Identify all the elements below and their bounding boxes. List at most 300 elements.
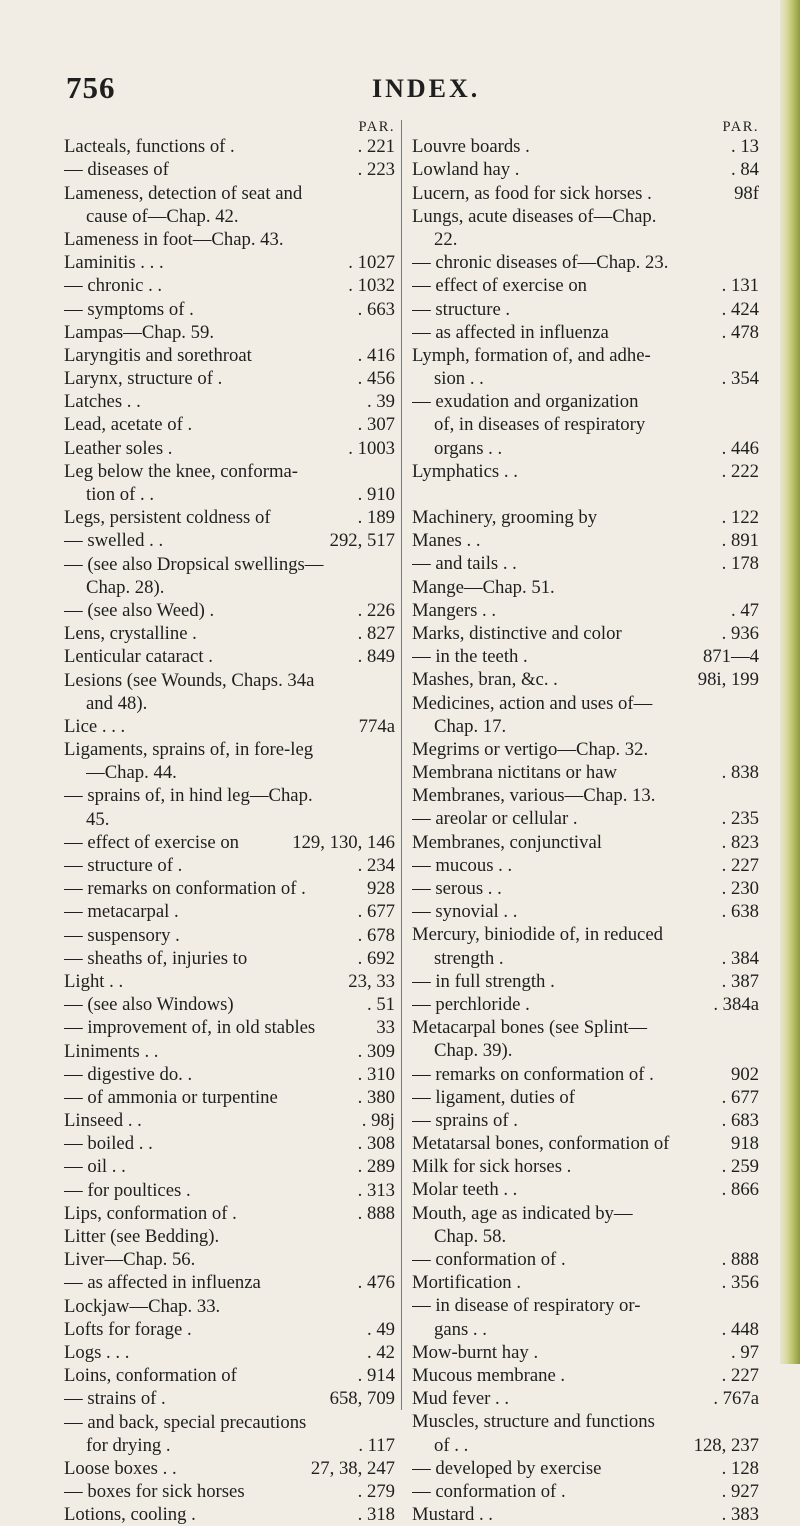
index-entry bbox=[64, 669, 395, 692]
index-entry bbox=[412, 437, 759, 460]
entry-paragraph-ref: 658, 709 bbox=[329, 1388, 395, 1410]
entry-text: of . . bbox=[434, 1434, 469, 1456]
entry-text: Lead, acetate of . bbox=[64, 414, 193, 436]
entry-paragraph-ref: 902 bbox=[730, 1063, 759, 1085]
entry-text: Loose boxes . . bbox=[64, 1457, 177, 1479]
entry-text: — for poultices . bbox=[64, 1179, 191, 1201]
entry-paragraph-ref: . 227 bbox=[721, 1364, 759, 1386]
entry-text: Leg below the knee, conforma- bbox=[64, 460, 299, 482]
index-entry bbox=[412, 692, 759, 715]
index-entry bbox=[64, 460, 395, 483]
entry-paragraph-ref: 928 bbox=[366, 878, 395, 900]
entry-paragraph-ref bbox=[753, 205, 759, 228]
entry-paragraph-ref: . 416 bbox=[357, 344, 395, 366]
index-entry bbox=[64, 182, 395, 205]
entry-text: — as affected in influenza bbox=[412, 321, 609, 343]
index-entry bbox=[64, 228, 395, 251]
index-entry bbox=[412, 367, 759, 390]
index-entry bbox=[64, 251, 395, 274]
entry-text: Laminitis . . . bbox=[64, 252, 164, 274]
index-entry bbox=[64, 1434, 395, 1457]
entry-paragraph-ref bbox=[753, 715, 759, 738]
index-entry bbox=[412, 135, 759, 158]
entry-paragraph-ref: . 936 bbox=[721, 622, 759, 644]
entry-text: — conformation of . bbox=[412, 1249, 566, 1270]
entry-text: sion . . bbox=[434, 368, 484, 390]
entry-text: for drying . bbox=[86, 1434, 171, 1456]
index-entry bbox=[412, 390, 759, 413]
page-edge-discoloration bbox=[780, 0, 800, 1364]
entry-paragraph-ref bbox=[753, 576, 759, 599]
entry-paragraph-ref: . 866 bbox=[721, 1179, 759, 1201]
index-entry bbox=[412, 923, 759, 946]
entry-paragraph-ref: . 222 bbox=[721, 460, 759, 482]
entry-paragraph-ref: . 663 bbox=[357, 298, 395, 320]
index-entry bbox=[412, 1457, 759, 1480]
entry-paragraph-ref: 98f bbox=[734, 182, 759, 204]
entry-paragraph-ref bbox=[753, 390, 759, 413]
index-entry bbox=[412, 900, 759, 923]
entry-text: Larynx, structure of . bbox=[64, 368, 223, 390]
entry-text: Lips, conformation of . bbox=[64, 1202, 237, 1224]
entry-paragraph-ref: . 823 bbox=[721, 831, 759, 853]
entry-paragraph-ref: . 1032 bbox=[348, 275, 395, 297]
entry-text: Linseed . . bbox=[64, 1110, 142, 1132]
entry-paragraph-ref: . 47 bbox=[730, 599, 759, 621]
entry-paragraph-ref: . 189 bbox=[357, 507, 395, 529]
entry-paragraph-ref: 23, 33 bbox=[348, 970, 395, 992]
index-entry bbox=[64, 390, 395, 413]
entry-text: — developed by exercise bbox=[412, 1457, 602, 1479]
entry-paragraph-ref: . 827 bbox=[357, 623, 395, 645]
index-entry bbox=[412, 576, 759, 599]
entry-paragraph-ref bbox=[753, 1016, 759, 1039]
entry-paragraph-ref: . 478 bbox=[721, 321, 759, 343]
entry-paragraph-ref bbox=[389, 553, 395, 576]
entry-paragraph-ref bbox=[389, 460, 395, 483]
entry-paragraph-ref: . 677 bbox=[721, 1086, 759, 1108]
index-entry bbox=[412, 622, 759, 645]
index-entry bbox=[64, 367, 395, 390]
entry-paragraph-ref bbox=[753, 413, 759, 436]
index-entry bbox=[412, 1155, 759, 1178]
entry-text: — sprains of . bbox=[412, 1109, 518, 1131]
index-entry bbox=[64, 1063, 395, 1086]
index-entry bbox=[64, 1364, 395, 1387]
entry-paragraph-ref: . 456 bbox=[357, 368, 395, 390]
entry-paragraph-ref bbox=[389, 808, 395, 831]
entry-paragraph-ref: . 117 bbox=[358, 1434, 395, 1456]
entry-paragraph-ref: . 131 bbox=[721, 275, 759, 297]
entry-text: — as affected in influenza bbox=[64, 1272, 261, 1294]
entry-paragraph-ref: . 692 bbox=[357, 947, 395, 969]
index-entry bbox=[412, 1063, 759, 1086]
index-entry bbox=[412, 807, 759, 830]
index-entry bbox=[64, 692, 395, 715]
entry-paragraph-ref: . 39 bbox=[366, 391, 395, 413]
index-entry bbox=[412, 784, 759, 807]
entry-text: Mow-burnt hay . bbox=[412, 1341, 539, 1363]
entry-text: Medicines, action and uses of— bbox=[412, 692, 653, 714]
index-entry bbox=[64, 1132, 395, 1155]
index-entry bbox=[64, 622, 395, 645]
index-entry bbox=[412, 158, 759, 181]
entry-paragraph-ref: . 307 bbox=[357, 414, 395, 436]
entry-paragraph-ref bbox=[753, 1294, 759, 1317]
entry-paragraph-ref: . 310 bbox=[357, 1063, 395, 1085]
entry-paragraph-ref: . 234 bbox=[357, 855, 395, 876]
entry-text: — in full strength . bbox=[412, 970, 555, 992]
entry-paragraph-ref: . 678 bbox=[357, 924, 395, 946]
entry-paragraph-ref: . 354 bbox=[721, 368, 759, 390]
entry-text: — structure of . bbox=[64, 855, 183, 876]
page-header bbox=[0, 70, 800, 110]
entry-text: Mouth, age as indicated by— bbox=[412, 1202, 633, 1224]
entry-paragraph-ref: . 448 bbox=[721, 1318, 759, 1340]
entry-text: Ligaments, sprains of, in fore-leg bbox=[64, 739, 314, 761]
entry-paragraph-ref: . 927 bbox=[721, 1480, 759, 1502]
index-entry bbox=[64, 599, 395, 622]
entry-paragraph-ref: . 49 bbox=[366, 1318, 395, 1340]
entry-text: — chronic . . bbox=[64, 275, 163, 297]
entry-text: Litter (see Bedding). bbox=[64, 1226, 220, 1247]
running-head: INDEX. bbox=[372, 74, 481, 103]
entry-paragraph-ref: 918 bbox=[730, 1133, 759, 1155]
index-entry bbox=[412, 552, 759, 575]
entry-text: — (see also Weed) . bbox=[64, 599, 215, 621]
entry-paragraph-ref: . 235 bbox=[721, 808, 759, 830]
index-entry bbox=[412, 831, 759, 854]
entry-text: — diseases of bbox=[64, 159, 169, 181]
entry-paragraph-ref: . 178 bbox=[721, 553, 759, 575]
index-entry bbox=[412, 1294, 759, 1317]
entry-text: Metatarsal bones, conformation of bbox=[412, 1133, 670, 1155]
entry-paragraph-ref bbox=[753, 228, 759, 251]
entry-text: Membrana nictitans or haw bbox=[412, 762, 617, 784]
entry-text: Molar teeth . . bbox=[412, 1179, 518, 1201]
index-entry bbox=[64, 344, 395, 367]
entry-text: gans . . bbox=[434, 1318, 487, 1340]
index-entry bbox=[64, 970, 395, 993]
entry-text: Lofts for forage . bbox=[64, 1318, 192, 1340]
entry-text: and 48). bbox=[86, 692, 148, 714]
entry-paragraph-ref: 27, 38, 247 bbox=[310, 1457, 395, 1479]
index-entry bbox=[64, 437, 395, 460]
entry-paragraph-ref bbox=[389, 205, 395, 228]
entry-paragraph-ref bbox=[389, 228, 395, 251]
entry-text: Megrims or vertigo—Chap. 32. bbox=[412, 738, 649, 760]
section-gap bbox=[412, 483, 759, 506]
entry-text: — in disease of respiratory or- bbox=[412, 1295, 641, 1317]
entry-paragraph-ref bbox=[389, 1225, 395, 1248]
entry-paragraph-ref bbox=[753, 1410, 759, 1433]
entry-paragraph-ref: . 221 bbox=[357, 136, 395, 158]
entry-text: Leather soles . bbox=[64, 437, 173, 459]
index-entry bbox=[64, 761, 395, 784]
entry-text: Lymph, formation of, and adhe- bbox=[412, 344, 651, 366]
entry-text: — serous . . bbox=[412, 878, 502, 899]
entry-paragraph-ref bbox=[753, 1225, 759, 1248]
entry-paragraph-ref: . 838 bbox=[721, 762, 759, 784]
entry-paragraph-ref bbox=[753, 923, 759, 946]
entry-text: — oil . . bbox=[64, 1156, 126, 1178]
index-entry bbox=[412, 947, 759, 970]
entry-text: Milk for sick horses . bbox=[412, 1156, 572, 1178]
entry-paragraph-ref: . 446 bbox=[721, 437, 759, 459]
entry-text: strength . bbox=[434, 947, 504, 969]
entry-paragraph-ref: 292, 517 bbox=[329, 530, 395, 552]
entry-text: Lameness, detection of seat and bbox=[64, 182, 303, 204]
index-entry bbox=[412, 182, 759, 205]
entry-text: — sheaths of, injuries to bbox=[64, 947, 248, 969]
entry-paragraph-ref: . 683 bbox=[721, 1109, 759, 1131]
entry-text: 22. bbox=[434, 228, 458, 250]
entry-text: cause of—Chap. 42. bbox=[86, 205, 239, 227]
index-entry bbox=[412, 1503, 759, 1526]
entry-paragraph-ref: . 638 bbox=[721, 901, 759, 923]
entry-paragraph-ref bbox=[753, 784, 759, 807]
index-entry bbox=[64, 553, 395, 576]
entry-text: Muscles, structure and functions bbox=[412, 1411, 655, 1433]
entry-paragraph-ref: . 308 bbox=[357, 1133, 395, 1155]
entry-paragraph-ref bbox=[753, 738, 759, 761]
index-entry bbox=[412, 1364, 759, 1387]
entry-paragraph-ref bbox=[389, 321, 395, 344]
index-entry bbox=[64, 483, 395, 506]
entry-paragraph-ref: . 42 bbox=[366, 1341, 395, 1363]
entry-text: tion of . . bbox=[86, 484, 154, 505]
entry-text: — remarks on conformation of . bbox=[412, 1063, 654, 1085]
entry-text: — sprains of, in hind leg—Chap. bbox=[64, 785, 313, 807]
entry-text: organs . . bbox=[434, 437, 503, 459]
index-entry bbox=[412, 970, 759, 993]
page-number: 756 bbox=[66, 70, 116, 105]
entry-text: — remarks on conformation of . bbox=[64, 878, 306, 900]
index-entry bbox=[412, 274, 759, 297]
entry-text: Lens, crystalline . bbox=[64, 623, 197, 645]
entry-paragraph-ref: . 13 bbox=[730, 136, 759, 158]
index-entry bbox=[64, 1503, 395, 1526]
entry-paragraph-ref: . 128 bbox=[721, 1457, 759, 1479]
entry-paragraph-ref: . 230 bbox=[721, 878, 759, 899]
index-entry bbox=[64, 645, 395, 668]
index-entry bbox=[412, 1341, 759, 1364]
index-entry bbox=[64, 738, 395, 761]
index-column-left bbox=[64, 112, 395, 1526]
entry-text: Lungs, acute diseases of—Chap. bbox=[412, 205, 657, 227]
index-column-right bbox=[412, 112, 759, 1526]
index-entry bbox=[64, 274, 395, 297]
entry-text: — exudation and organization bbox=[412, 391, 639, 413]
entry-paragraph-ref: . 289 bbox=[357, 1156, 395, 1178]
entry-text: Marks, distinctive and color bbox=[412, 622, 622, 644]
entry-text: —Chap. 44. bbox=[86, 762, 177, 784]
entry-text: Lameness in foot—Chap. 43. bbox=[64, 228, 284, 250]
index-entry bbox=[64, 1040, 395, 1063]
index-entry bbox=[412, 1248, 759, 1271]
entry-paragraph-ref: . 227 bbox=[721, 854, 759, 876]
index-entry bbox=[412, 321, 759, 344]
index-entry bbox=[64, 877, 395, 900]
entry-text: Light . . bbox=[64, 970, 124, 992]
entry-text: Chap. 39). bbox=[434, 1040, 513, 1062]
entry-paragraph-ref: . 677 bbox=[357, 901, 395, 923]
index-entry bbox=[412, 668, 759, 691]
index-entry bbox=[64, 1411, 395, 1434]
entry-text: 45. bbox=[86, 808, 110, 830]
entry-text: Chap. 28). bbox=[86, 576, 165, 598]
entry-paragraph-ref bbox=[753, 344, 759, 367]
entry-paragraph-ref: . 891 bbox=[721, 530, 759, 552]
entry-text: — digestive do. . bbox=[64, 1063, 193, 1085]
entry-text: — and back, special precautions bbox=[64, 1411, 307, 1433]
entry-text: Mercury, biniodide of, in reduced bbox=[412, 924, 663, 946]
entry-paragraph-ref: . 51 bbox=[366, 994, 395, 1016]
entry-paragraph-ref: . 279 bbox=[357, 1481, 395, 1503]
index-entry bbox=[412, 877, 759, 900]
entry-text: Mange—Chap. 51. bbox=[412, 576, 555, 598]
entry-paragraph-ref: . 384 bbox=[721, 947, 759, 969]
entry-paragraph-ref: 871—4 bbox=[702, 646, 759, 668]
index-entry bbox=[412, 1387, 759, 1410]
entry-text: Logs . . . bbox=[64, 1341, 130, 1363]
index-entry bbox=[64, 205, 395, 228]
entry-text: Membranes, conjunctival bbox=[412, 831, 602, 853]
entry-text: — suspensory . bbox=[64, 924, 180, 946]
entry-text: Mustard . . bbox=[412, 1504, 493, 1526]
entry-text: Lampas—Chap. 59. bbox=[64, 321, 214, 343]
index-entry bbox=[412, 738, 759, 761]
entry-text: — improvement of, in old stables bbox=[64, 1017, 316, 1039]
entry-text: Liver—Chap. 56. bbox=[64, 1249, 196, 1271]
entry-text: Lymphatics . . bbox=[412, 460, 518, 482]
entry-paragraph-ref: . 356 bbox=[721, 1272, 759, 1294]
entry-text: Louvre boards . bbox=[412, 136, 530, 158]
entry-text: Lacteals, functions of . bbox=[64, 136, 235, 158]
entry-paragraph-ref: . 888 bbox=[357, 1202, 395, 1224]
entry-text: — boxes for sick horses bbox=[64, 1481, 245, 1503]
index-entry bbox=[412, 1225, 759, 1248]
index-entry bbox=[412, 228, 759, 251]
entry-text: of, in diseases of respiratory bbox=[434, 414, 646, 436]
index-entry bbox=[412, 251, 759, 274]
index-entry bbox=[64, 1271, 395, 1294]
index-entry bbox=[64, 1457, 395, 1480]
entry-text: Mangers . . bbox=[412, 599, 497, 621]
index-entry bbox=[64, 506, 395, 529]
index-entry bbox=[412, 1271, 759, 1294]
entry-paragraph-ref: . 313 bbox=[357, 1179, 395, 1201]
index-entry bbox=[64, 576, 395, 599]
index-entry bbox=[412, 854, 759, 877]
index-entry bbox=[64, 854, 395, 877]
index-entry bbox=[64, 831, 395, 854]
entry-text: Lowland hay . bbox=[412, 159, 520, 181]
entry-paragraph-ref: . 914 bbox=[357, 1365, 395, 1387]
index-entry bbox=[412, 298, 759, 321]
index-entry bbox=[64, 1016, 395, 1039]
entry-text: Mortification . bbox=[412, 1272, 521, 1294]
entry-paragraph-ref: . 387 bbox=[721, 970, 759, 992]
entry-paragraph-ref bbox=[389, 738, 395, 761]
index-entry bbox=[64, 808, 395, 831]
entry-text: Lice . . . bbox=[64, 715, 126, 737]
entry-paragraph-ref: . 476 bbox=[357, 1272, 395, 1294]
entry-paragraph-ref: . 98j bbox=[361, 1110, 395, 1132]
entry-paragraph-ref: 33 bbox=[376, 1017, 395, 1039]
index-entry bbox=[412, 205, 759, 228]
entry-text: — chronic diseases of—Chap. 23. bbox=[412, 252, 669, 274]
entry-paragraph-ref bbox=[753, 1039, 759, 1062]
index-entry bbox=[64, 1155, 395, 1178]
entry-paragraph-ref: . 309 bbox=[357, 1040, 395, 1062]
index-entry bbox=[412, 645, 759, 668]
entry-text: — of ammonia or turpentine bbox=[64, 1086, 278, 1108]
index-entry bbox=[64, 1387, 395, 1410]
entry-paragraph-ref: . 383 bbox=[721, 1504, 759, 1526]
entry-text: Lesions (see Wounds, Chaps. 34a bbox=[64, 669, 315, 691]
index-entry bbox=[64, 993, 395, 1016]
entry-paragraph-ref: . 849 bbox=[357, 646, 395, 668]
entry-text: — ligament, duties of bbox=[412, 1086, 575, 1108]
entry-text: — areolar or cellular . bbox=[412, 808, 578, 830]
entry-text: — conformation of . bbox=[412, 1480, 566, 1502]
index-entry bbox=[412, 1039, 759, 1062]
entry-text: Metacarpal bones (see Splint— bbox=[412, 1017, 648, 1039]
index-entry bbox=[64, 1109, 395, 1132]
entry-paragraph-ref: . 318 bbox=[357, 1504, 395, 1526]
entry-paragraph-ref bbox=[389, 692, 395, 715]
entry-text: Loins, conformation of bbox=[64, 1365, 237, 1387]
index-entry bbox=[64, 321, 395, 344]
entry-text: Lenticular cataract . bbox=[64, 646, 213, 668]
index-entry bbox=[64, 135, 395, 158]
entry-paragraph-ref bbox=[389, 1411, 395, 1434]
entry-paragraph-ref: 98i, 199 bbox=[697, 669, 759, 691]
entry-text: — effect of exercise on bbox=[412, 275, 588, 297]
index-entry bbox=[412, 1086, 759, 1109]
entry-paragraph-ref: . 259 bbox=[721, 1156, 759, 1178]
entry-paragraph-ref: . 1003 bbox=[348, 437, 395, 459]
index-entry bbox=[64, 1341, 395, 1364]
index-entry bbox=[412, 1318, 759, 1341]
entry-text: Lockjaw—Chap. 33. bbox=[64, 1295, 221, 1317]
index-entry bbox=[412, 1202, 759, 1225]
entry-text: Chap. 58. bbox=[434, 1225, 507, 1247]
entry-text: — (see also Dropsical swellings— bbox=[64, 553, 324, 575]
entry-paragraph-ref bbox=[389, 1295, 395, 1318]
entry-paragraph-ref: . 380 bbox=[357, 1086, 395, 1108]
entry-text: Liniments . . bbox=[64, 1040, 159, 1062]
index-entry bbox=[412, 506, 759, 529]
entry-paragraph-ref: 128, 237 bbox=[693, 1434, 759, 1456]
entry-paragraph-ref: 774a bbox=[358, 715, 395, 737]
entry-text: — symptoms of . bbox=[64, 298, 194, 320]
index-entry bbox=[412, 1178, 759, 1201]
entry-paragraph-ref bbox=[389, 1248, 395, 1271]
index-entry bbox=[412, 529, 759, 552]
index-entry bbox=[64, 715, 395, 738]
entry-paragraph-ref: . 1027 bbox=[348, 252, 395, 274]
entry-text: — synovial . . bbox=[412, 901, 518, 923]
entry-paragraph-ref: . 223 bbox=[357, 159, 395, 181]
entry-text: — strains of . bbox=[64, 1388, 166, 1410]
index-entry bbox=[412, 761, 759, 784]
entry-paragraph-ref: . 888 bbox=[721, 1249, 759, 1270]
entry-text: — metacarpal . bbox=[64, 901, 179, 923]
entry-paragraph-ref bbox=[389, 669, 395, 692]
entry-paragraph-ref bbox=[389, 576, 395, 599]
